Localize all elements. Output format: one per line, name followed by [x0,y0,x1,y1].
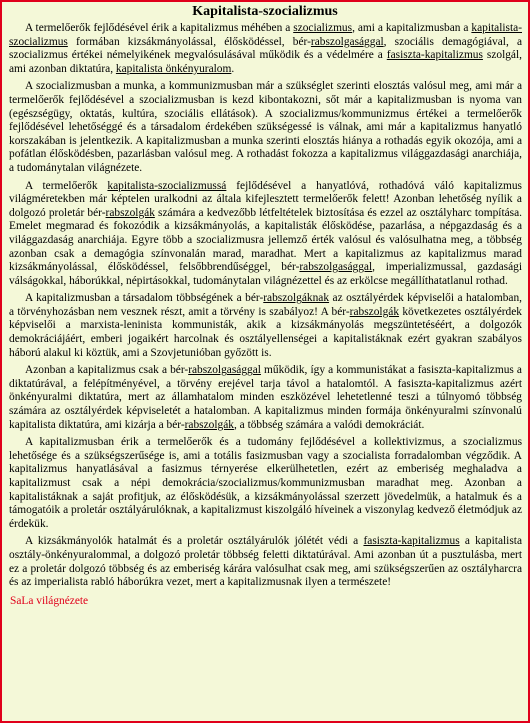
paragraph-text: A szocializmusban a munka, a kommunizmusban már a szükséglet szerinti elosztás valósul meg, ami már a termelőerők fejlődésével a szocializmusban is kezd kibontakozni, sőt már a kapitalizmusban is nyoma van (egészségügy, oktatás, kultúra, szociális ellátások). A szocializmus/kommunizmus értékei a termelőerők fejlődésével lehetőséggé és a társadalom érdekében szükségessé is válnak, ami már a kapitalizmus hanyatló korszakában is jelentkezik. A kapitalizmusban a munka szerinti elosztás hiánya a rothadás egyik okozója, ami a pofátlan élősködésben, pazarlásban valósul meg. A rothadást fokozza a kapitalizmus világgazdasági anarchiája, a tudománytalan világnézete. [9,80,522,174]
paragraph-text: következetes osztályérdek képviselői a marxista-leninista kommunisták, akik a kizsákmányolás megszüntetéséért, a dolgozók demokráciájáért, emberi jogaikért harcolnak és osztályellenségei a kapitalistáknak ezért gyakran szabályos háború alakul ki köztük, ami a Szovjetunióban győzött is. [9,305,522,359]
paragraph-text: A kizsákmányolók hatalmát és a proletár osztályárulók jólétét védi a [25,535,364,548]
paragraph-text: A kapitalizmusban érik a termelőerők és a tudomány fejlődésével a kollektivizmus, a szocializmus lehetősége és a szükségszerűsége is, ami a totális fasizmusban vagy a szocialista forradalomban végződik. A kapitalizmus hanyatlásával a fasizmus térnyerése elkerülhetetlen, ezért az emberiség meghaladva a kapitalizmust csak a népi demokrácia/szocializmus/kommunizmusban maradhat meg. Azonban a kapitalistáknak a saját profitjuk, az élősködésük, a kizsákmányolással szerzett jövedelmük, a hatalmuk és a támogatóik a proletár osztályárulóknak, a kapitalizmust kiszolgáló híveinek a viszonylag kedvező életmódjuk az érdekük. [9,436,522,530]
article-link[interactable]: rabszolgáknak [263,292,330,305]
article-link[interactable]: fasiszta-kapitalizmus [386,49,483,62]
article-link[interactable]: kapitalista önkényuralom [115,62,232,75]
article-link[interactable]: rabszolgasággal [310,35,384,48]
paragraph [9,80,522,175]
paragraph-text: fejlődésével a hanyatlóvá, rothadóvá váló kapitalizmus világméretekben már képtelen uralkodni az általa kifejlesztett termelőerők felett! Azonban lehetőség nyílik a dolgozó proletár bér- [9,179,522,219]
article-link[interactable]: rabszolgák [349,305,400,318]
paragraph-text: a kapitalista osztály-önkényuralommal, a dolgozó proletár többség feletti diktatúrával. Ami azonban út a pusztulásba, mert ez a proletár dolgozó többség és az emberiség kárára valósulhat csak meg, ami szükségszerűen az osztályharcra és az imperialista rabló háborúkra vezet, mert a kapitalizmusnak ilyen a természete! [9,535,522,589]
paragraph-text: számára a kedvezőbb létfeltételek biztosítása és ezzel az osztályharc tompítása. Emelet megmarad és fokozódik a kizsákmányolás, a kapitalisták élősködése, pazarlása, a népgazdaság és a világgazdaság anarchiája. Egyre több a szocializmusra jellemző érték valósul és valósulhatna meg, a többség azonban csak a demagógia színvonalán marad, maradhat. Mert a kapitalizmus az kapitalizmus marad kizsákmányolással, élősködéssel, felsőbbrendűséggel, bér- [9,206,522,274]
paragraph-text: működik, így a kommunistákat a fasiszta-kapitalizmus a diktatúrával, a felépítményével, a törvény erejével tarja távol a hatalomtól. A fasiszta-kapitalizmus azért önkényuralmi diktatúra, mert az államhatalom minden eszközével lehetetlenné teszi a túlnyomó többség számára az osztályérdek képviseletét a hatalomban. A kapitalizmus minden formája önkényuralmi színvonalú kapitalista diktatúra, ami kizárja a bér- [9,364,522,431]
article-link[interactable]: fasiszta-kapitalizmus [363,535,460,548]
paragraph [9,292,522,360]
article-link[interactable]: szocializmus [293,22,353,34]
paragraph-text: szolgál, ami azonban diktatúra, [9,49,523,75]
article-link[interactable]: rabszolgasággal [299,261,373,274]
paragraph-text: , imperializmussal, gazdasági válságokkal, háborúkkal, népirtásokkal, tudománytalan világnézettel és az erkölcse megállíthatatlanul rothad. [9,261,522,287]
page-title: Kapitalista-szocializmus [192,4,338,19]
footer-signature: SaLa világnézete [10,594,89,607]
paragraph [9,535,522,589]
paragraph [9,364,522,432]
paragraph-text: , szociális demagógiával, a szocializmus értékei némelyikének megvalósulásával működik és a védelmére a [9,35,523,62]
article-link[interactable]: kapitalista-szocializmus [9,22,522,48]
paragraph-text: az osztályérdek képviselői a hatalomban, a törvényhozásban nem vesznek részt, amit a törvény is szabályoz! A bér- [9,292,522,318]
paragraph-text: A termelőerők [25,179,108,192]
paragraph-text: , a többség számára a valódi demokráciát. [233,418,425,431]
article-link[interactable]: kapitalista-szocializmussá [107,179,227,192]
paragraph-text: , ami a kapitalizmusban a [352,22,472,34]
paragraph-text: A kapitalizmusban a társadalom többségének a bér- [25,292,264,305]
paragraph-text: A termelőerők fejlődésével érik a kapitalizmus méhében a [25,22,294,34]
article-body [2,22,528,590]
paragraph [9,180,522,289]
paragraph-text: formában kizsákmányolással, élősködéssel, bér- [67,35,311,48]
article-link[interactable]: rabszolgasággal [188,364,261,377]
paragraph [9,22,522,76]
paragraph-text: . [231,62,235,75]
article-link[interactable]: rabszolgák [184,418,234,431]
article-link[interactable]: rabszolgák [105,206,155,219]
paragraph [9,436,522,531]
paragraph-text: Azonban a kapitalizmus csak a bér- [25,364,189,377]
